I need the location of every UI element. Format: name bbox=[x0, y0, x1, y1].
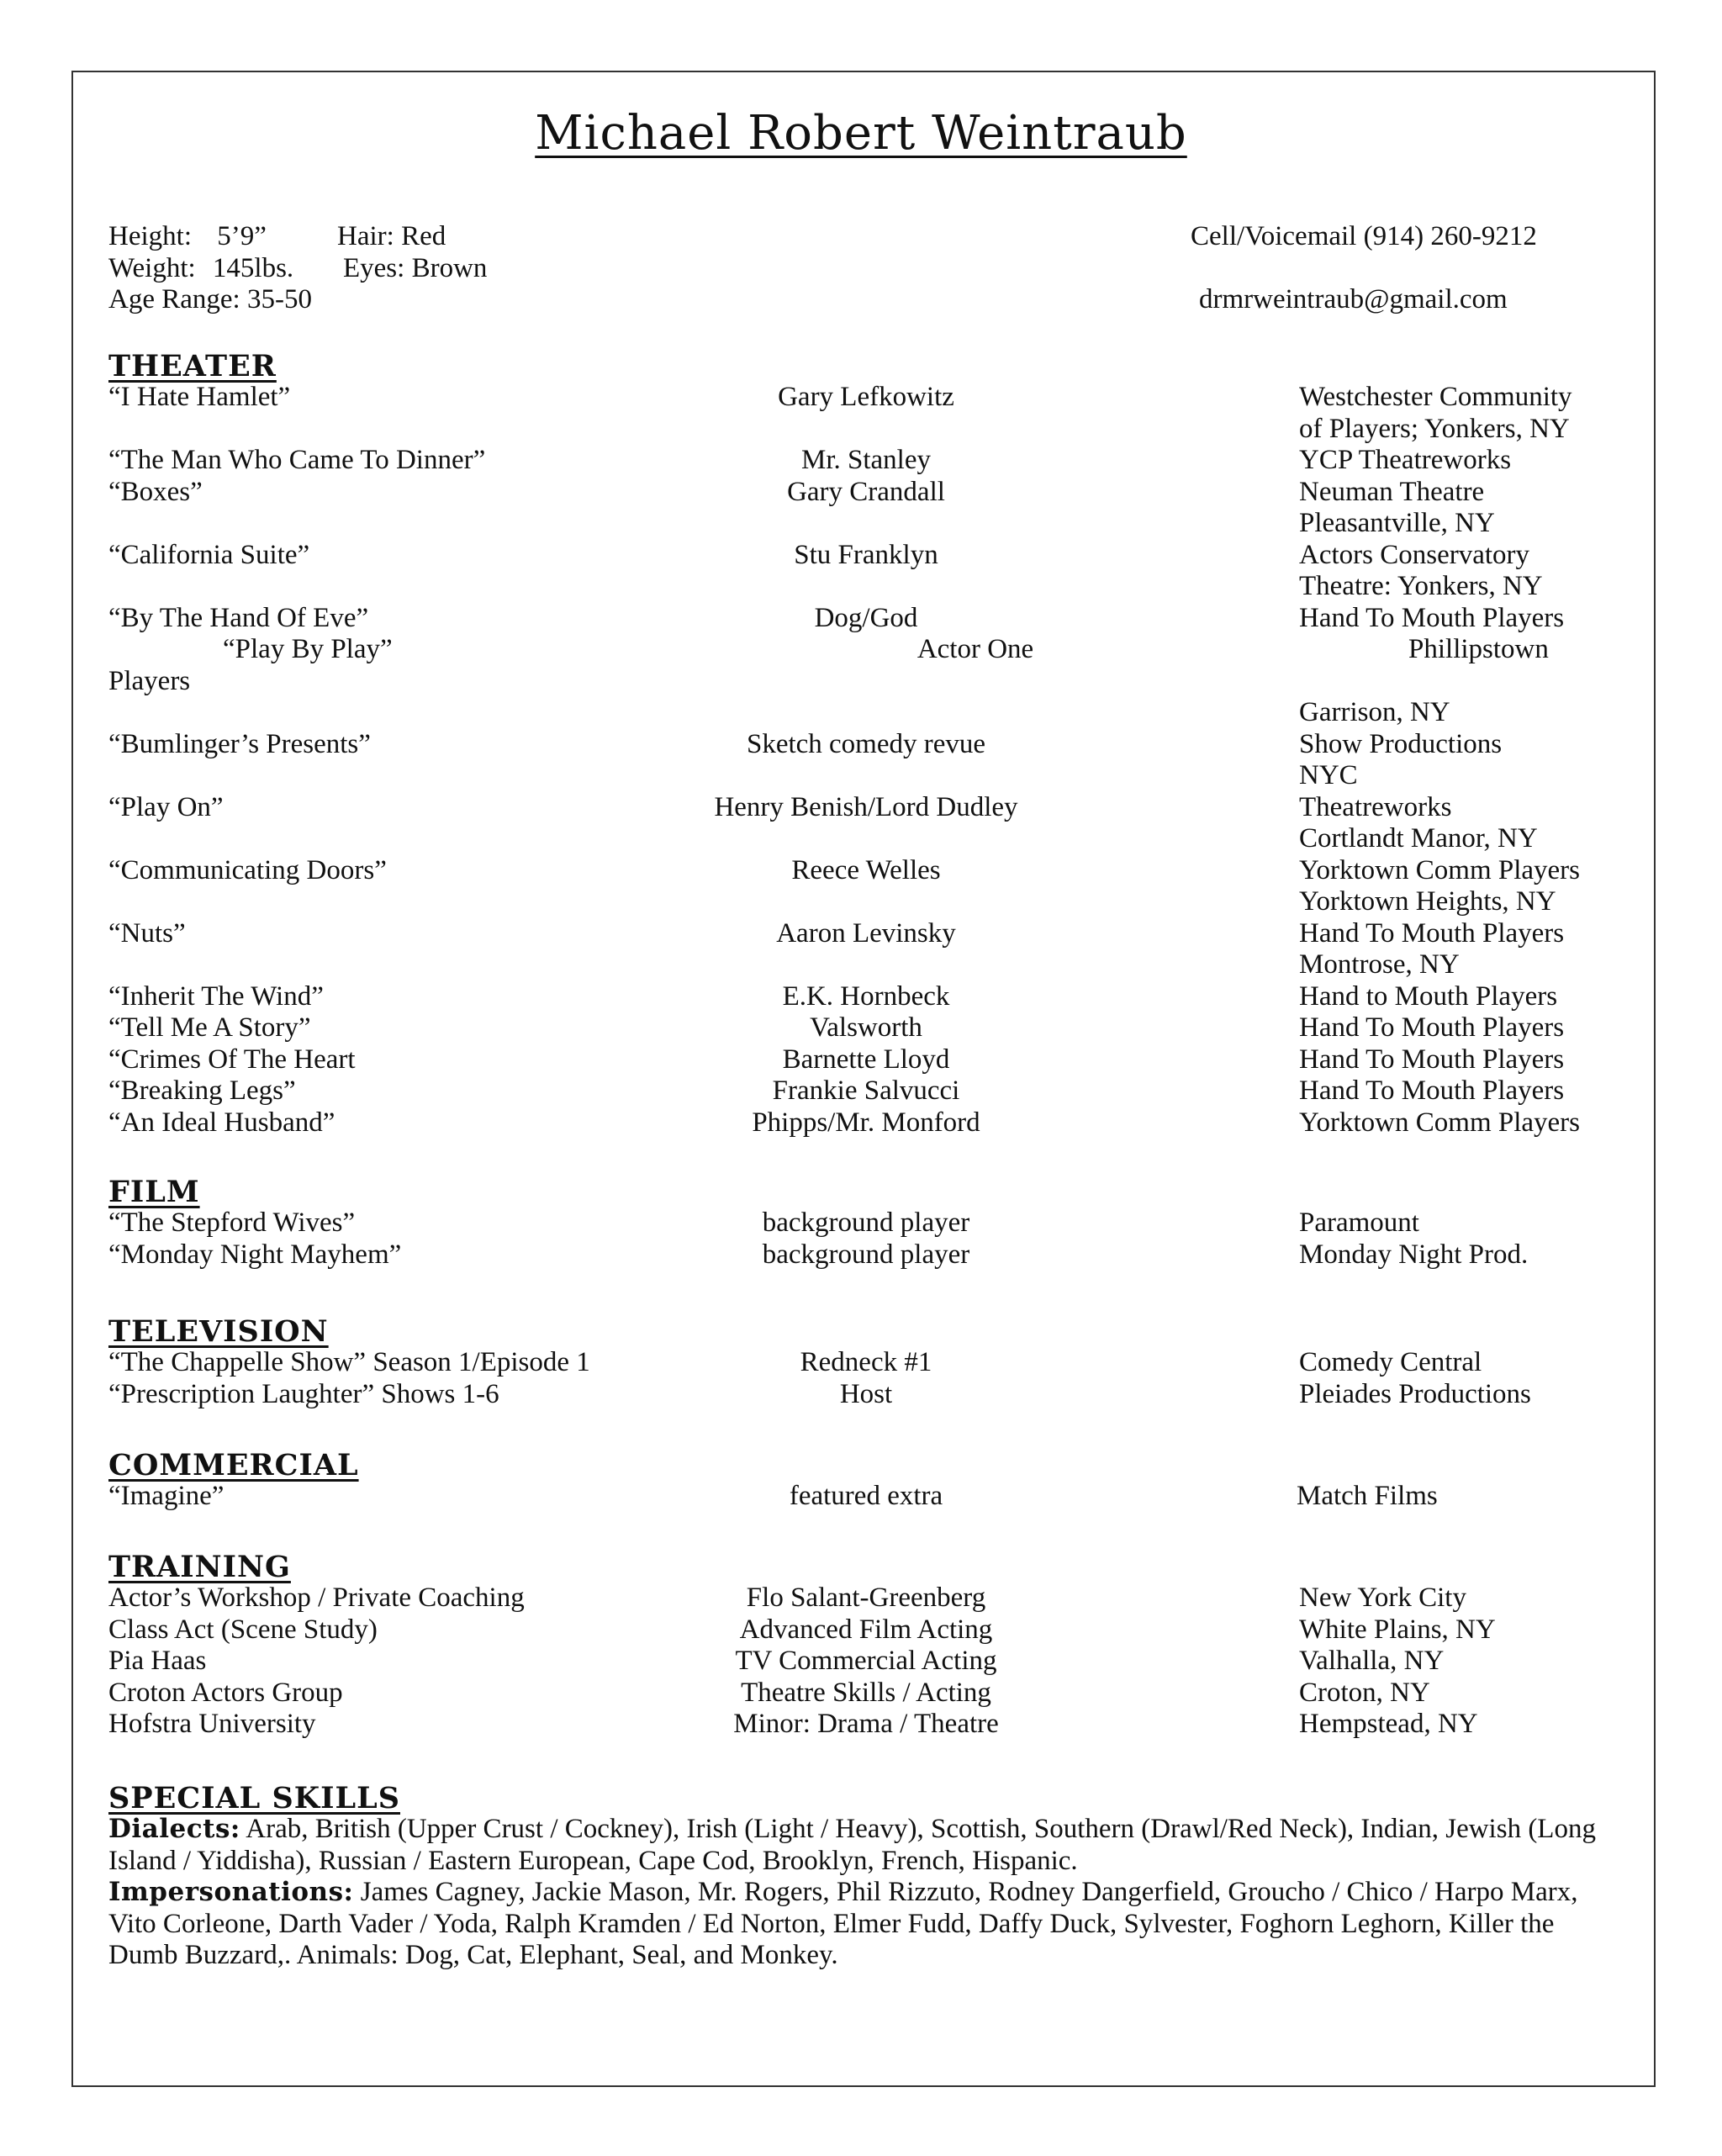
contact-email[interactable]: drmrweintraub@gmail.com bbox=[1199, 284, 1508, 314]
television-role: Redneck #1 bbox=[800, 1347, 932, 1377]
hair-label: Hair: bbox=[337, 221, 394, 251]
television-role: Host bbox=[839, 1378, 893, 1409]
impersonations-label: Impersonations: bbox=[108, 1877, 354, 1907]
dialects-label: Dialects: bbox=[108, 1814, 240, 1844]
training-role: Flo Salant-Greenberg bbox=[746, 1583, 986, 1613]
theater-title: Players bbox=[108, 665, 191, 696]
theater-role: Aaron Levinsky bbox=[776, 917, 956, 949]
theater-title: “Crimes Of The Heart bbox=[108, 1044, 356, 1075]
training-title: Croton Actors Group bbox=[108, 1677, 343, 1708]
theater-role: Gary Crandall bbox=[787, 476, 945, 507]
dialects-text: Arab, British (Upper Crust / Cockney), Irish (Light / Heavy), Scottish, Southern (Drawl/Red Neck), Indian, Jewish (Long Island / Yiddisha), Russian / Eastern European, Cape Cod, Brooklyn, French, Hispanic. bbox=[108, 1814, 1596, 1876]
theater-role: Actor One bbox=[916, 634, 1034, 664]
theater-row bbox=[0, 792, 1722, 824]
age-value: 35-50 bbox=[246, 284, 312, 314]
training-venue: New York City bbox=[1299, 1583, 1466, 1613]
dialects-paragraph bbox=[108, 1814, 1614, 1877]
theater-row bbox=[0, 855, 1722, 887]
training-title: Hofstra University bbox=[108, 1709, 316, 1739]
weight-line bbox=[108, 253, 293, 285]
training-row bbox=[0, 1709, 1722, 1741]
commercial-venue: Match Films bbox=[1297, 1481, 1438, 1511]
eyes-label: Eyes: bbox=[343, 253, 405, 283]
theater-row bbox=[0, 697, 1722, 729]
training-row bbox=[0, 1583, 1722, 1614]
training-role: Minor: Drama / Theatre bbox=[733, 1709, 999, 1739]
film-venue: Monday Night Prod. bbox=[1299, 1239, 1529, 1270]
theater-venue: Yorktown Heights, NY bbox=[1299, 886, 1556, 917]
height-label: Height: bbox=[108, 221, 192, 251]
television-title: “The Chappelle Show” Season 1/Episode 1 bbox=[108, 1347, 590, 1377]
film-row bbox=[0, 1239, 1722, 1271]
training-venue: Valhalla, NY bbox=[1299, 1646, 1445, 1676]
theater-venue: Pleasantville, NY bbox=[1299, 508, 1495, 538]
theater-title: “An Ideal Husband” bbox=[108, 1107, 335, 1138]
theater-row bbox=[0, 1012, 1722, 1044]
hair-value: Red bbox=[401, 221, 446, 251]
commercial-heading: COMMERCIAL bbox=[108, 1448, 359, 1482]
theater-title: “Boxes” bbox=[108, 476, 203, 507]
theater-venue: Hand To Mouth Players bbox=[1299, 1075, 1565, 1106]
theater-venue: Theatre: Yonkers, NY bbox=[1299, 571, 1543, 601]
theater-venue: Phillipstown bbox=[1408, 634, 1549, 664]
impersonations-paragraph bbox=[108, 1877, 1614, 1972]
training-title: Pia Haas bbox=[108, 1646, 207, 1676]
theater-venue: Hand To Mouth Players bbox=[1299, 1012, 1565, 1043]
theater-venue: Theatreworks bbox=[1299, 791, 1452, 822]
television-row bbox=[0, 1379, 1722, 1411]
theater-venue: Hand To Mouth Players bbox=[1299, 602, 1565, 633]
theater-role: E.K. Hornbeck bbox=[782, 980, 950, 1012]
theater-heading: THEATER bbox=[108, 349, 277, 383]
theater-venue: Actors Conservatory bbox=[1299, 539, 1530, 570]
training-title: Actor’s Workshop / Private Coaching bbox=[108, 1583, 525, 1613]
film-role: background player bbox=[762, 1207, 970, 1238]
commercial-row bbox=[0, 1481, 1722, 1513]
theater-row bbox=[0, 571, 1722, 603]
height-line bbox=[108, 221, 267, 253]
theater-venue: Cortlandt Manor, NY bbox=[1299, 823, 1538, 853]
contact-phone: Cell/Voicemail (914) 260-9212 bbox=[1191, 221, 1537, 251]
theater-title: “Play On” bbox=[108, 791, 224, 822]
film-heading: FILM bbox=[108, 1175, 200, 1209]
theater-role: Mr. Stanley bbox=[801, 445, 931, 475]
television-title: “Prescription Laughter” Shows 1-6 bbox=[108, 1378, 499, 1409]
theater-venue: Westchester Community bbox=[1299, 382, 1572, 412]
training-title: Class Act (Scene Study) bbox=[108, 1614, 378, 1645]
page-title: Michael Robert Weintraub bbox=[535, 106, 1187, 161]
theater-row bbox=[0, 1075, 1722, 1107]
age-label: Age Range: bbox=[108, 284, 240, 314]
film-row bbox=[0, 1207, 1722, 1239]
theater-row bbox=[0, 445, 1722, 477]
training-venue: White Plains, NY bbox=[1299, 1614, 1496, 1645]
theater-role: Phipps/Mr. Monford bbox=[752, 1107, 980, 1138]
eyes-value: Brown bbox=[411, 253, 488, 283]
theater-venue: Show Productions bbox=[1299, 728, 1503, 759]
theater-title: “Communicating Doors” bbox=[108, 854, 387, 885]
theater-role: Sketch comedy revue bbox=[746, 728, 986, 759]
theater-row bbox=[0, 981, 1722, 1013]
special-skills-heading: SPECIAL SKILLS bbox=[108, 1781, 401, 1815]
weight-value: 145lbs. bbox=[212, 253, 294, 283]
training-heading: TRAINING bbox=[108, 1550, 291, 1584]
theater-title: “By The Hand Of Eve” bbox=[108, 602, 369, 633]
theater-row bbox=[0, 1044, 1722, 1076]
theater-row bbox=[0, 477, 1722, 509]
theater-title: “The Man Who Came To Dinner” bbox=[108, 445, 486, 475]
theater-row bbox=[0, 666, 1722, 698]
impersonations-text: James Cagney, Jackie Mason, Mr. Rogers, Phil Rizzuto, Rodney Dangerfield, Groucho / Chico / Harpo Marx, Vito Corleone, Darth Vader / Yoda, Ralph Kramden / Ed Norton, Elmer Fudd, Daffy Duck, Sylvester, Foghorn Leghorn, Killer the Dumb Buzzard,. Animals: Dog, Cat, Elephant, Seal, and Monkey. bbox=[108, 1877, 1578, 1970]
theater-venue: of Players; Yonkers, NY bbox=[1299, 413, 1570, 444]
film-title: “The Stepford Wives” bbox=[108, 1207, 356, 1238]
theater-row bbox=[0, 634, 1722, 666]
film-title: “Monday Night Mayhem” bbox=[108, 1239, 402, 1270]
television-venue: Comedy Central bbox=[1299, 1347, 1482, 1377]
theater-venue: YCP Theatreworks bbox=[1299, 445, 1512, 475]
theater-row bbox=[0, 949, 1722, 981]
theater-venue: Hand To Mouth Players bbox=[1299, 1044, 1565, 1075]
theater-row bbox=[0, 540, 1722, 572]
hair-line bbox=[337, 221, 446, 253]
training-row bbox=[0, 1646, 1722, 1678]
training-venue: Croton, NY bbox=[1299, 1677, 1430, 1708]
theater-venue: Yorktown Comm Players bbox=[1299, 1107, 1581, 1138]
height-value: 5’9” bbox=[217, 221, 267, 251]
weight-label: Weight: bbox=[108, 253, 196, 283]
theater-role: Gary Lefkowitz bbox=[778, 382, 954, 412]
film-role: background player bbox=[762, 1239, 970, 1270]
training-row bbox=[0, 1614, 1722, 1646]
theater-title: “California Suite” bbox=[108, 539, 310, 570]
television-row bbox=[0, 1347, 1722, 1379]
commercial-role: featured extra bbox=[789, 1481, 943, 1511]
training-venue: Hempstead, NY bbox=[1299, 1709, 1478, 1739]
theater-venue: Garrison, NY bbox=[1299, 697, 1450, 727]
theater-row bbox=[0, 886, 1722, 918]
training-role: Advanced Film Acting bbox=[739, 1614, 993, 1645]
theater-row bbox=[0, 729, 1722, 761]
television-heading: TELEVISION bbox=[108, 1314, 329, 1349]
film-venue: Paramount bbox=[1299, 1207, 1419, 1238]
theater-row bbox=[0, 508, 1722, 540]
theater-row bbox=[0, 918, 1722, 950]
theater-role: Stu Franklyn bbox=[794, 539, 938, 570]
theater-title: “Play By Play” bbox=[223, 634, 393, 664]
theater-title: “Breaking Legs” bbox=[108, 1075, 296, 1106]
theater-venue: Yorktown Comm Players bbox=[1299, 854, 1581, 885]
theater-role: Henry Benish/Lord Dudley bbox=[714, 791, 1018, 822]
training-row bbox=[0, 1678, 1722, 1709]
theater-venue: Hand to Mouth Players bbox=[1299, 980, 1558, 1012]
theater-venue: Montrose, NY bbox=[1299, 949, 1460, 980]
theater-role: Frankie Salvucci bbox=[772, 1075, 960, 1106]
theater-title: “I Hate Hamlet” bbox=[108, 382, 291, 412]
eyes-line bbox=[343, 253, 487, 285]
theater-role: Valsworth bbox=[810, 1012, 922, 1043]
theater-title: “Tell Me A Story” bbox=[108, 1012, 311, 1043]
theater-row bbox=[0, 603, 1722, 635]
theater-role: Reece Welles bbox=[791, 854, 941, 885]
age-line bbox=[108, 284, 312, 316]
theater-title: “Nuts” bbox=[108, 917, 186, 949]
theater-role: Dog/God bbox=[814, 602, 918, 633]
theater-title: “Bumlinger’s Presents” bbox=[108, 728, 371, 759]
training-role: TV Commercial Acting bbox=[735, 1646, 997, 1676]
theater-row bbox=[0, 760, 1722, 792]
commercial-title: “Imagine” bbox=[108, 1481, 224, 1511]
theater-row bbox=[0, 382, 1722, 414]
theater-role: Barnette Lloyd bbox=[782, 1044, 950, 1075]
training-role: Theatre Skills / Acting bbox=[741, 1677, 991, 1708]
theater-row bbox=[0, 1107, 1722, 1139]
theater-row bbox=[0, 823, 1722, 855]
theater-venue: Hand To Mouth Players bbox=[1299, 917, 1565, 949]
theater-venue: NYC bbox=[1299, 760, 1358, 790]
theater-venue: Neuman Theatre bbox=[1299, 476, 1485, 507]
theater-row bbox=[0, 414, 1722, 446]
theater-title: “Inherit The Wind” bbox=[108, 980, 324, 1012]
television-venue: Pleiades Productions bbox=[1299, 1378, 1531, 1409]
